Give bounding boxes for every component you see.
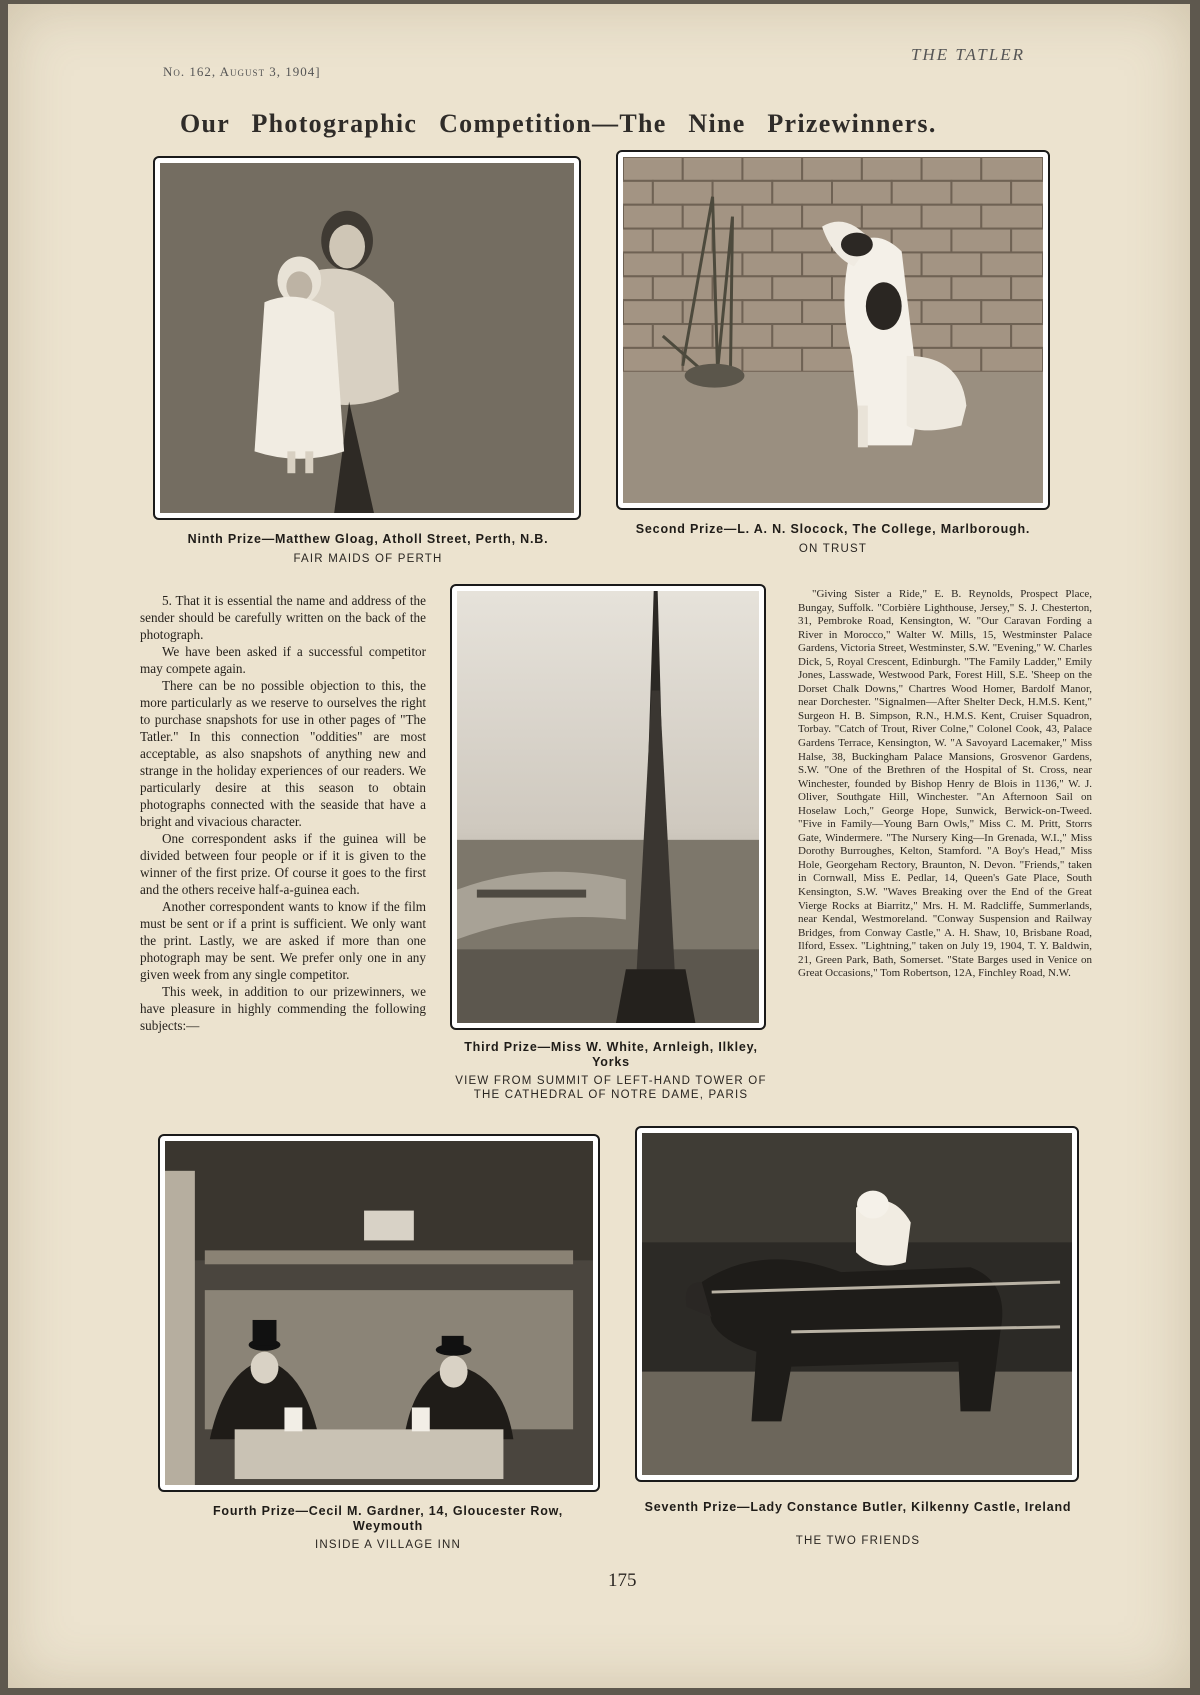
caption-ninth-title: FAIR MAIDS OF PERTH [293, 553, 443, 565]
page-title: Our Photographic Competition—The Nine Prizewinners. [180, 109, 937, 138]
photo-third-image [457, 591, 759, 1023]
photo-seventh-prize [635, 1126, 1079, 1482]
article-body [140, 592, 426, 1034]
caption-seventh-title: THE TWO FRIENDS [795, 1535, 921, 1547]
article-paragraph: This week, in addition to our prizewinners, we have pleasure in highly commending the following subjects:— [140, 984, 426, 1033]
issue-line: No. 162, August 3, 1904] [163, 64, 321, 79]
article-paragraph: 5. That it is essential the name and address of the sender should be carefully written on the back of the photograph. [140, 593, 426, 642]
photo-ninth-prize [153, 156, 581, 520]
photo-ninth-image [160, 163, 574, 513]
photo-second-image [623, 157, 1043, 503]
photo-fourth-prize [158, 1134, 600, 1492]
caption-second-title: ON TRUST [798, 543, 868, 555]
caption-fourth-prize: Fourth Prize—Cecil M. Gardner, 14, Gloucester Row, Weymouth [212, 1504, 564, 1533]
caption-seventh-prize: Seventh Prize—Lady Constance Butler, Kilkenny Castle, Ireland [644, 1500, 1072, 1514]
magazine-page [8, 4, 1190, 1688]
publication-name: THE TATLER [911, 45, 1025, 64]
photo-seventh-image [642, 1133, 1072, 1475]
caption-third-prize: Third Prize—Miss W. White, Arnleigh, Ilkley, Yorks [464, 1040, 758, 1069]
page-number: 175 [608, 1570, 637, 1591]
caption-ninth-prize: Ninth Prize—Matthew Gloag, Atholl Street, Perth, N.B. [187, 532, 549, 546]
caption-third-title: VIEW FROM SUMMIT OF LEFT-HAND TOWER OF THE CATHEDRAL OF NOTRE DAME, PARIS [455, 1075, 767, 1101]
caption-fourth-title: INSIDE A VILLAGE INN [314, 1539, 462, 1551]
article-paragraph: We have been asked if a successful competitor may compete again. [140, 644, 426, 676]
article-paragraph: There can be no possible objection to this, the more particularly as we reserve to ourselves the right to purchase snapshots for use in other pages of "The Tatler." In this connection "oddities" are most acceptable, as also snapshots of anything new and strange in the holiday experiences of our readers. We particularly desire at this season to obtain photographs connected with the seaside that have a bright and vivacious character. [140, 678, 426, 829]
article-paragraph: Another correspondent wants to know if the film must be sent or if a print is sufficient. We only want the print. Lastly, we are asked if more than one photograph may be sent. We prefer only one in any given week from any single competitor. [140, 899, 426, 982]
article-paragraph: One correspondent asks if the guinea will be divided between four people or if it is given to the winner of the first prize. Of course it goes to the first and the others receive half-a-guinea each. [140, 831, 426, 897]
photo-third-prize [450, 584, 766, 1030]
commended-list: "Giving Sister a Ride," E. B. Reynolds, Prospect Place, Bungay, Suffolk. "Corbière Lighthouse, Jersey," S. J. Chesterton, 31, Pembroke Road, Kensington, W. "Our Caravan Fording a River in Morocco," Walter W. Mills, 15, Westminster Palace Gardens, Victoria Street, Westminster, S.W. "Evening," W. Charles Dick, 5, Royal Crescent, Edinburgh. "The Family Ladder," Emily Jones, Lasswade, Westwood Park, Forest Hill, S.E. 'Sheep on the Dorset Chalk Downs," Chartres Wood Homer, Bardolf Manor, near Dorchester. "Signalmen—After Shelter Deck, H.M.S. Kent," Surgeon H. B. Simpson, R.N., H.M.S. Kent, Cruiser Squadron, Torbay. "Catch of Trout, River Colne," Colonel Cook, 43, Palace Gardens Terrace, Kensington, W. "A Savoyard Lacemaker," Miss Halse, 38, Buckingham Palace Mansions, Grosvenor Gardens, S.W. "One of the Brethren of the Hospital of St. Cross, near Winchester, founded by Bishop Henry de Blois in 1136," W. J. Oliver, Southgate Hill, Winchester. "An Afternoon Sail on Hoselaw Loch," George Hope, Sunwick, Berwick-on-Tweed. "Five in Family—Young Barn Owls," Miss C. M. Pritt, Storrs Gate, Windermere. "The Nursery King—In Grenada, W.I.," Miss Dorothy Burroughes, Kelton, Stamford. "A Boy's Head," Miss Hole, Georgeham Rectory, Braunton, N. Devon. "Friends," taken in Cornwall, Miss E. Pedlar, 14, Queen's Gate Place, South Kensington, S.W. "Waves Breaking over the End of the Great Vierge Rocks at Biarritz," Mrs. H. M. Radcliffe, Summerlands, near Kendal, Westmoreland. "Conway Suspension and Railway Bridges, from Conway Castle," A. H. Shaw, 10, Brisbane Road, Ilford, Essex. "Lightning," taken on July 19, 1904, T. Y. Baldwin, 21, Green Park, Bath, Somerset. "State Barges used in Venice on Great Occasions," Tom Robertson, 12A, Finchley Road, N.W. [798, 588, 1092, 980]
photo-second-prize [616, 150, 1050, 510]
photo-fourth-image [165, 1141, 593, 1485]
caption-second-prize: Second Prize—L. A. N. Slocock, The College, Marlborough. [635, 522, 1031, 536]
